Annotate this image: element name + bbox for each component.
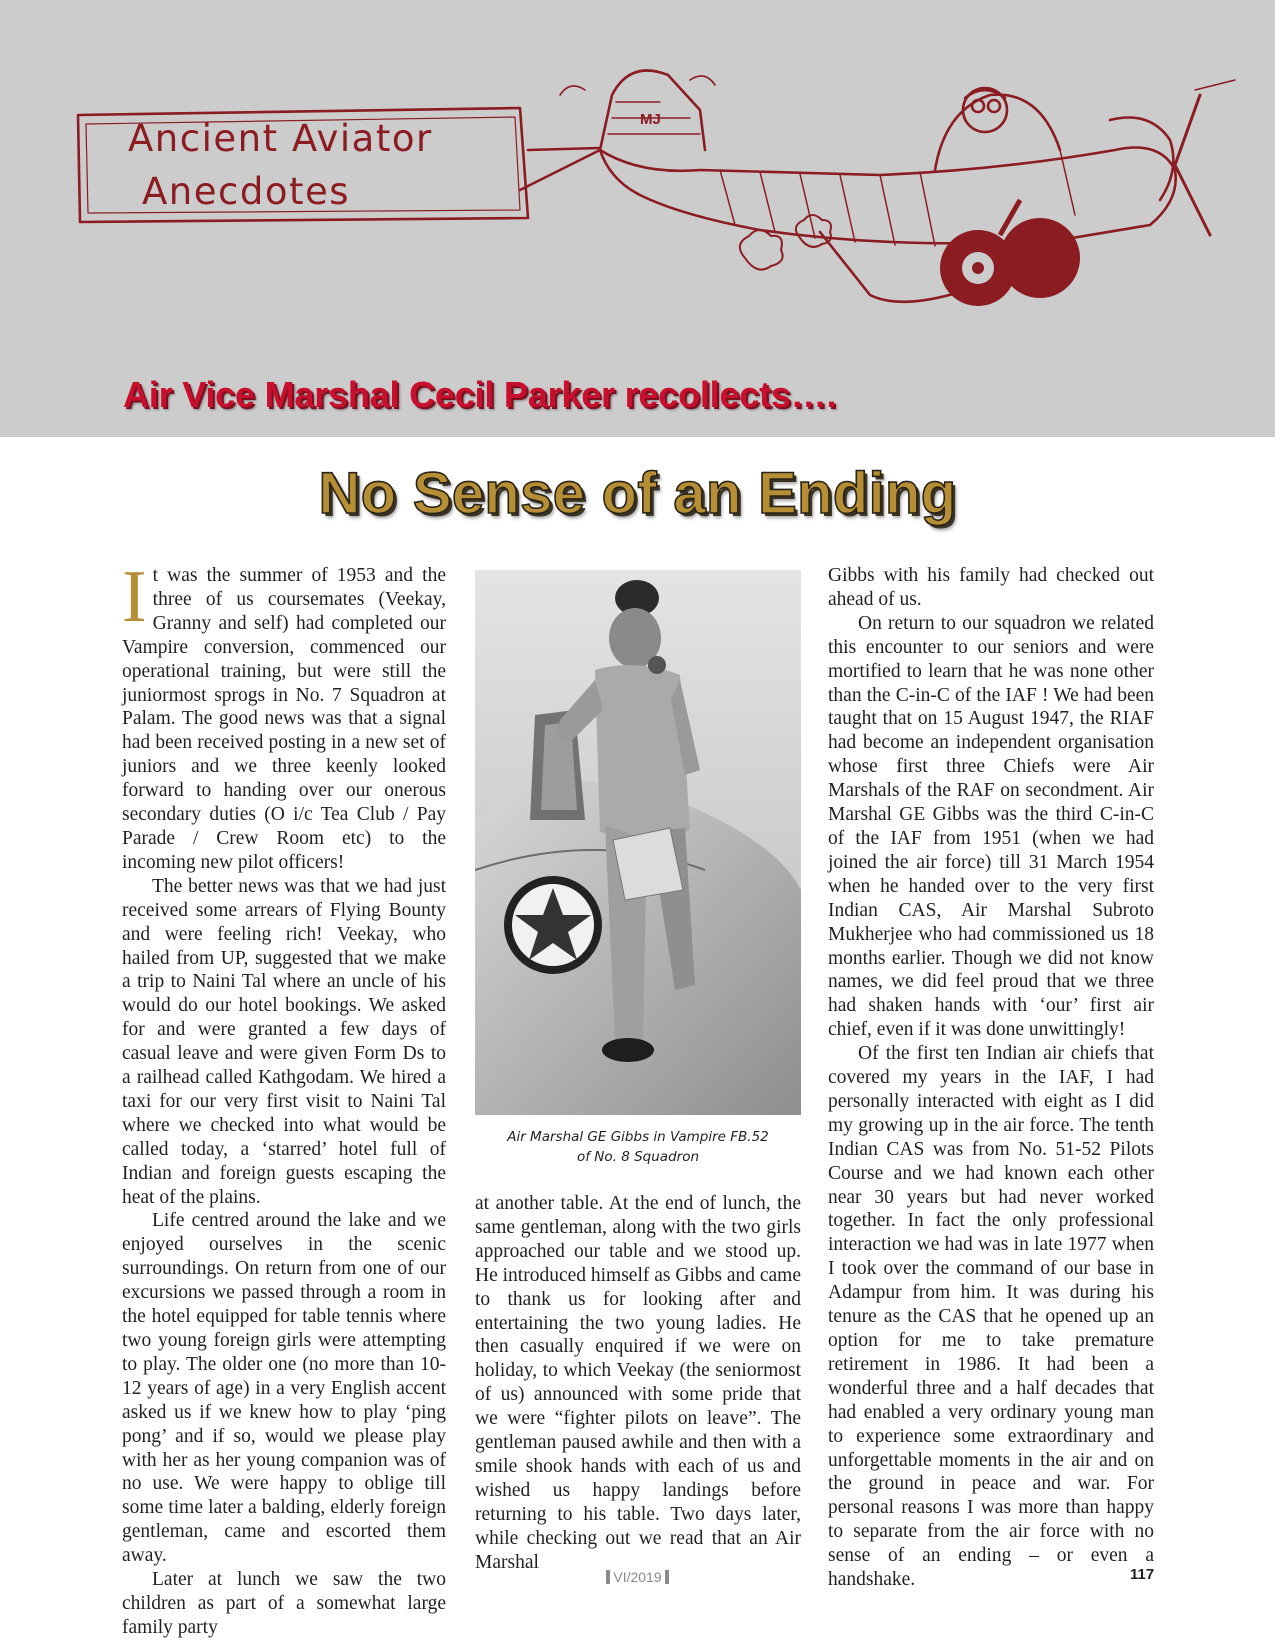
caption-line-2: of No. 8 Squadron xyxy=(576,1149,700,1165)
tail-marking: MJ xyxy=(640,111,661,128)
column-title-line2: Anecdotes xyxy=(142,170,351,213)
fuselage xyxy=(600,148,1176,244)
paragraph: Gibbs with his family had checked out ahead of us. xyxy=(828,565,1154,610)
header-banner xyxy=(0,0,1275,437)
paragraph: On return to our squadron we related this encounter to our seniors and were mortified to learn that he was none other than the C-in-C of the IAF ! We had been taught that on 15 August 1947, the RIAF had become an independent organisation whose first three Chiefs were Air Marshals of the RAF on secondment. Air Marshal GE Gibbs was the third C-in-C of the IAF from 1951 (when we had joined the air force) till 31 March 1954 when he handed over to the very first Indian CAS, Air Marshal Subroto Mukherjee who had commissioned us 18 months earlier. Though we did not know names, we did feel proud that we three had shaken hands with ‘our’ first air chief, even if it was done unwittingly! xyxy=(828,612,1154,1041)
paragraph: Life centred around the lake and we enjoyed ourselves in the scenic surroundings. On return from one of our excursions we passed through a room in the hotel equipped for table tennis where two young foreign girls were attempting to play. The older one (no more than 10-12 years of age) in a very English accent asked us if we knew how to play ‘ping pong’ and if so, would we please play with her as her young companion was of no use. We were happy to oblige till some time later a balding, elderly foreign gentleman, came and escorted them away. xyxy=(122,1210,446,1567)
plane-illustration xyxy=(0,0,1275,437)
issue-label xyxy=(0,1569,1275,1585)
paragraph: Of the first ten Indian air chiefs that covered my years in the IAF, I had personally interacted with eight as I did my growing up in the air force. The tenth Indian CAS was from No. 51-52 Pilots Course and we had known each other near 30 years but had never worked together. In fact the only professional interaction we had was in late 1977 when I took over the command of our base in Adampur from him. It was during his tenure as the CAS that he opened up an option for me to take premature retirement in 1986. It had been a wonderful three and a half decades that had enabled a very ordinary young man to experience some extraordinary and unforgettable moments in the air and on the ground in peace and war. For personal reasons I was more than happy to separate from the air force with no sense of an ending – or even a handshake. xyxy=(828,1043,1154,1591)
pilot-photo xyxy=(475,570,801,1115)
caption-line-1: Air Marshal GE Gibbs in Vampire FB.52 xyxy=(507,1129,769,1145)
divider xyxy=(665,1570,669,1584)
issue-text: VI/2019 xyxy=(613,1569,662,1585)
divider xyxy=(606,1570,610,1584)
column-title-line1: Ancient Aviator xyxy=(128,117,433,160)
byline: Air Vice Marshal Cecil Parker recollects…. xyxy=(123,374,837,415)
paragraph: Later at lunch we saw the two children as part of a somewhat large family party xyxy=(122,1569,446,1638)
article-column-3 xyxy=(828,564,1154,1592)
photo-caption xyxy=(475,1127,801,1167)
column-title xyxy=(128,112,528,218)
landing-gear xyxy=(940,200,1080,306)
drop-cap: I xyxy=(122,556,147,638)
paragraph: at another table. At the end of lunch, the same gentleman, along with the two girls approached our table and we stood up. He introduced himself as Gibbs and came to thank us for looking after and entertaining the two young ladies. He then casually enquired if we were on holiday, to which Veekay (the seniormost of us) announced with some pride that we were “fighter pilots on leave”. The gentleman paused awhile and then with a smile shook hands with each of us and wished us happy landings before returning to his table. Two days later, while checking out we read that an Air Marshal xyxy=(475,1193,801,1573)
article-column-1 xyxy=(122,556,446,1640)
paragraph: It was the summer of 1953 and the three of us coursemates (Veekay, Granny and self) had completed our Vampire conversion, commenced our operational training, but were still the juniormost sprogs in No. 7 Squadron at Palam. The good news was that a signal had been received posting in a new set of juniors and we three keenly looked forward to handing over our onerous secondary duties (O i/c Tea Club / Pay Parade / Crew Room etc) to the incoming new pilot officers! xyxy=(122,556,446,873)
article-column-2 xyxy=(475,1192,801,1575)
page-number: 117 xyxy=(1130,1566,1155,1583)
paragraph: The better news was that we had just received some arrears of Flying Bounty and were feeling rich! Veekay, who hailed from UP, suggested that we make a trip to Naini Tal where an uncle of his would do our hotel bookings. We asked for and were granted a few days of casual leave and were given Form Ds to a railhead called Kathgodam. We hired a taxi for our very first visit to Naini Tal where we checked into what would be called today, a ‘starred’ hotel full of Indian and foreign guests escaping the heat of the plains. xyxy=(122,875,446,1208)
canopy xyxy=(935,95,1060,170)
headline: No Sense of an Ending xyxy=(318,461,957,526)
